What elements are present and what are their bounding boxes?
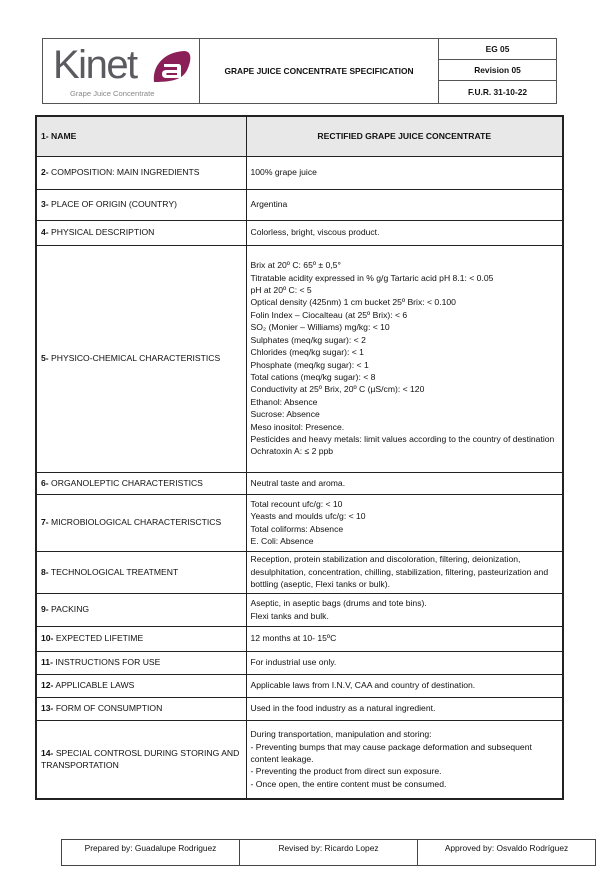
value-line: Meso inositol: Presence. (250, 421, 345, 432)
table-row (36, 674, 563, 697)
document-title: GRAPE JUICE CONCENTRATE SPECIFICATION (200, 39, 439, 103)
row-number: 14- (41, 747, 54, 758)
prepared-by: Prepared by: Guadalupe Rodriguez (62, 840, 240, 865)
row-number: 4- (41, 227, 49, 238)
row-value (246, 472, 563, 494)
row-value (246, 189, 563, 220)
row-label (36, 626, 246, 651)
value-line: Pesticides and heavy metals: limit values according to the country of destination (250, 433, 555, 444)
table-row (36, 697, 563, 720)
value-line: Titratable acidity expressed in % g/g Tartaric acid pH 8.1: < 0.05 (250, 272, 494, 283)
value-line: - Preventing the product from direct sun exposure. (250, 766, 442, 777)
value-line: Ethanol: Absence (250, 396, 318, 407)
table-row (36, 189, 563, 220)
logo-tagline: Grape Juice Concentrate (70, 89, 155, 98)
row-number: 10- (41, 633, 54, 644)
row-label-text: PHYSICO-CHEMICAL CHARACTERISTICS (51, 353, 221, 364)
specification-table (35, 115, 564, 800)
table-row (36, 651, 563, 674)
approved-by: Approved by: Osvaldo Rodríguez (444, 843, 569, 853)
row-label (36, 551, 246, 593)
row-label (36, 494, 246, 551)
value-line: Total cations (meq/kg sugar): < 8 (250, 371, 376, 382)
row-label-text: TECHNOLOGICAL TREATMENT (50, 566, 179, 577)
row-value (246, 697, 563, 720)
table-row (36, 593, 563, 626)
row-label (36, 116, 246, 156)
table-row (36, 472, 563, 494)
row-number: 13- (41, 703, 54, 714)
row-label-text: ORGANOLEPTIC CHARACTERISTICS (51, 477, 203, 488)
logo (43, 39, 200, 103)
row-label-text: APPLICABLE LAWS (55, 680, 135, 691)
value-line: Sulphates (meq/kg sugar): < 2 (250, 334, 366, 345)
row-label-text: MICROBIOLOGICAL CHARACTERISCTICS (51, 517, 222, 528)
row-number: 7- (41, 517, 49, 528)
value-line: Phosphate (meq/kg sugar): < 1 (250, 359, 369, 370)
row-value (246, 593, 563, 626)
row-value (246, 651, 563, 674)
row-label (36, 245, 246, 472)
table-row (36, 156, 563, 189)
row-value (246, 245, 563, 472)
value-line: - Preventing bumps that may cause package deformation and subsequent content leakage. (250, 741, 532, 765)
table-row (36, 720, 563, 799)
logo-accent-icon (150, 48, 192, 84)
document-header (42, 38, 557, 104)
value-line: - Once open, the entire content must be consumed. (250, 778, 447, 789)
row-label-text: INSTRUCTIONS FOR USE (55, 657, 161, 668)
value-line: Colorless, bright, viscous product. (250, 227, 380, 238)
row-label-text: NAME (51, 131, 77, 142)
value-line: Optical density (425nm) 1 cm bucket 25º Brix: < 0.100 (250, 297, 456, 308)
row-label (36, 674, 246, 697)
value-line: pH at 20º C: < 5 (250, 285, 312, 296)
row-label (36, 720, 246, 799)
row-value (246, 674, 563, 697)
row-label (36, 220, 246, 245)
document-fur-date: F.U.R. 31-10-22 (467, 87, 528, 97)
value-line: Neutral taste and aroma. (250, 477, 346, 488)
value-line: Applicable laws from I.N.V, CAA and country of destination. (250, 680, 476, 691)
table-row (36, 551, 563, 593)
row-value (246, 220, 563, 245)
row-label-text: PHYSICAL DESCRIPTION (51, 227, 155, 238)
row-label-text: PACKING (51, 604, 90, 615)
row-value (246, 720, 563, 799)
value-line: Folin Index – Ciocalteau (at 25º Brix): < 6 (250, 309, 408, 320)
value-line: For industrial use only. (250, 657, 337, 668)
table-row (36, 245, 563, 472)
row-label (36, 472, 246, 494)
row-value (246, 626, 563, 651)
row-label (36, 651, 246, 674)
document-code: EG 05 (439, 39, 556, 60)
value-line: E. Coli: Absence (250, 535, 314, 546)
row-label-text: EXPECTED LIFETIME (55, 633, 144, 644)
row-label (36, 189, 246, 220)
row-number: 3- (41, 199, 49, 210)
logo-wordmark: Kinet (53, 43, 137, 87)
row-value (246, 494, 563, 551)
table-row (36, 626, 563, 651)
document-meta (439, 39, 556, 103)
row-value (246, 116, 563, 156)
row-label-text: FORM OF CONSUMPTION (55, 703, 163, 714)
row-number: 8- (41, 566, 49, 577)
table-row (36, 116, 563, 156)
row-label-text: PLACE OF ORIGIN (COUNTRY) (51, 199, 177, 210)
row-label-text: SPECIAL CONTROSL DURING STORING AND TRANSPORTATION (41, 747, 240, 771)
value-line: Brix at 20º C: 65º ± 0,5° (250, 260, 341, 271)
value-line: Argentina (250, 199, 288, 210)
value-line: 12 months at 10- 15ºC (250, 633, 337, 644)
row-number: 6- (41, 477, 49, 488)
value-line: Total recount ufc/g: < 10 (250, 498, 343, 509)
row-value (246, 156, 563, 189)
row-number: 1- (41, 131, 49, 142)
row-label-text: COMPOSITION: MAIN INGREDIENTS (51, 167, 200, 178)
document-revision: Revision 05 (439, 60, 556, 81)
value-line: Chlorides (meq/kg sugar): < 1 (250, 347, 364, 358)
value-line: Conductivity at 25º Brix, 20º C (µS/cm): < 120 (250, 384, 425, 395)
value-line: Yeasts and moulds ufc/g: < 10 (250, 511, 366, 522)
value-line: Used in the food industry as a natural ingredient. (250, 703, 436, 714)
table-row (36, 220, 563, 245)
revised-by: Revised by: Ricardo Lopez (240, 840, 418, 865)
row-label (36, 697, 246, 720)
value-line: Reception, protein stabilization and discoloration, filtering, deionization, desulphitation, concentration, chilling, stabilization, filtering, pasteurization and bottling (aseptic, Flexi tanks or bulk). (250, 554, 549, 590)
value-line: Flexi tanks and bulk. (250, 610, 329, 621)
value-line: Total coliforms: Absence (250, 523, 344, 534)
row-value (246, 551, 563, 593)
row-number: 9- (41, 604, 49, 615)
row-label (36, 156, 246, 189)
value-line: Ochratoxin A: ≤ 2 ppb (250, 446, 334, 457)
value-line: Sucrose: Absence (250, 409, 320, 420)
value-line: During transportation, manipulation and storing: (250, 729, 432, 740)
row-number: 2- (41, 167, 49, 178)
row-number: 12- (41, 680, 54, 691)
row-number: 11- (41, 657, 53, 668)
row-label (36, 593, 246, 626)
value-line: Aseptic, in aseptic bags (drums and tote bins). (250, 598, 427, 609)
value-line: RECTIFIED GRAPE JUICE CONCENTRATE (317, 131, 492, 142)
table-row (36, 494, 563, 551)
approval-footer (61, 839, 596, 866)
value-line: SO₂ (Monier – Williams) mg/kg: < 10 (250, 322, 390, 333)
row-number: 5- (41, 353, 49, 364)
value-line: 100% grape juice (250, 167, 317, 178)
